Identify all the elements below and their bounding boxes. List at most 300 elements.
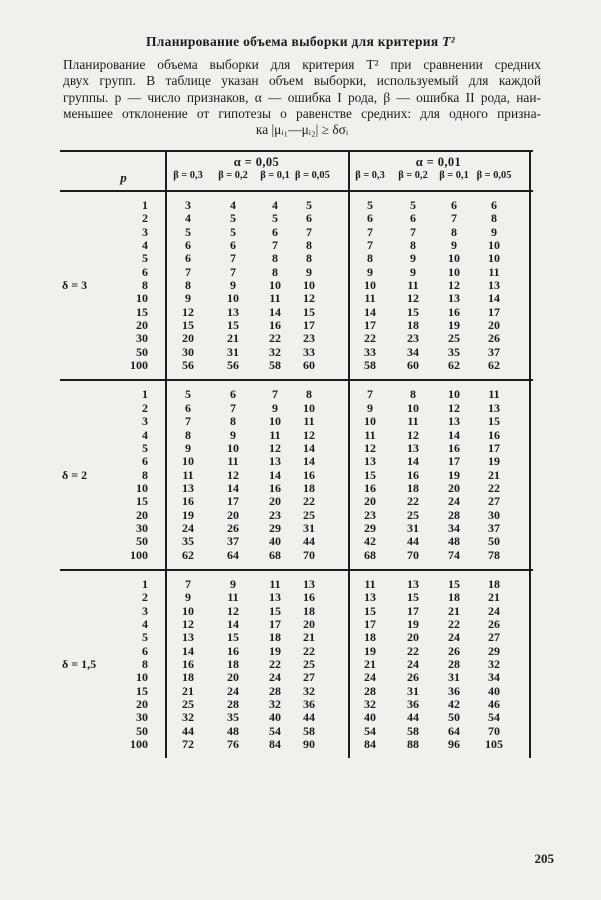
sample-size-value: 16 (407, 467, 419, 482)
sample-size-value: 11 (227, 590, 239, 605)
sample-size-value: 28 (448, 657, 460, 671)
sample-size-value: 21 (448, 603, 460, 618)
sample-size-value: 58 (303, 723, 315, 738)
sample-size-value: 25 (407, 507, 419, 522)
sample-size-value: 32 (488, 657, 500, 671)
sample-size-value: 20 (448, 480, 460, 495)
sample-size-value: 20 (227, 507, 239, 522)
page-title-text: Планирование объема выборки для критерия (145, 34, 443, 49)
table-row (60, 279, 533, 292)
table-row (60, 442, 533, 455)
delta-label (60, 359, 124, 372)
sample-size-value: 48 (227, 723, 239, 738)
table-row (60, 698, 533, 711)
sample-size-value: 58 (407, 723, 419, 738)
sample-size-value: 12 (182, 616, 194, 631)
column-header-beta: β = 0,2 (218, 170, 248, 181)
sample-size-value: 12 (182, 304, 194, 319)
sample-size-value: 10 (303, 400, 315, 415)
sample-size-value: 13 (407, 576, 419, 591)
sample-size-value: 7 (185, 414, 191, 429)
sample-size-value: 20 (407, 630, 419, 645)
delta-label (60, 266, 124, 279)
delta-label (60, 212, 124, 225)
sample-size-value: 13 (182, 480, 194, 495)
sample-size-value: 11 (364, 576, 376, 591)
column-header-beta: β = 0,3 (173, 170, 203, 181)
sample-size-value: 9 (230, 576, 236, 591)
sample-size-value: 44 (182, 723, 194, 738)
sample-size-value: 11 (269, 576, 281, 591)
sample-size-value: 7 (451, 211, 457, 226)
sample-size-value: 33 (303, 344, 315, 359)
sample-size-value: 27 (303, 670, 315, 685)
table-row (60, 645, 533, 658)
sample-size-value: 13 (488, 400, 500, 415)
sample-size-value: 36 (448, 683, 460, 698)
p-value: 3 (142, 603, 148, 618)
sample-size-value: 28 (364, 683, 376, 698)
sample-size-value: 9 (451, 238, 457, 253)
table-row (60, 266, 533, 279)
table-row (60, 455, 533, 468)
sample-size-value: 3 (185, 198, 191, 212)
sample-size-value: 24 (407, 657, 419, 671)
sample-size-value: 48 (448, 534, 460, 549)
p-value: 50 (136, 534, 148, 549)
page-title (0, 34, 601, 50)
sample-size-value: 23 (364, 507, 376, 522)
sample-size-value: 31 (227, 344, 239, 359)
delta-label (60, 495, 124, 508)
p-value: 10 (136, 291, 148, 306)
sample-size-value: 84 (269, 737, 281, 752)
sample-size-value: 11 (488, 387, 500, 402)
table-row (60, 495, 533, 508)
sample-size-value: 24 (448, 630, 460, 645)
sample-size-value: 24 (364, 670, 376, 685)
sample-size-value: 36 (407, 697, 419, 712)
sample-size-value: 7 (272, 238, 278, 253)
delta-label (60, 685, 124, 698)
sample-size-value: 40 (488, 683, 500, 698)
sample-size-table (60, 150, 533, 758)
delta-label (60, 711, 124, 724)
sample-size-value: 40 (364, 710, 376, 725)
delta-label (60, 455, 124, 468)
sample-size-value: 18 (269, 630, 281, 645)
sample-size-value: 14 (303, 454, 315, 469)
p-value: 4 (142, 427, 148, 442)
sample-size-value: 35 (448, 344, 460, 359)
sample-size-value: 11 (364, 427, 376, 442)
sample-size-value: 10 (269, 414, 281, 429)
sample-size-value: 13 (364, 454, 376, 469)
sample-size-value: 6 (491, 198, 497, 212)
sample-size-value: 22 (303, 494, 315, 509)
sample-size-value: 16 (227, 643, 239, 658)
sample-size-value: 5 (230, 224, 236, 239)
sample-size-value: 22 (269, 657, 281, 671)
p-value: 15 (136, 304, 148, 319)
sample-size-value: 36 (303, 697, 315, 712)
sample-size-value: 9 (410, 264, 416, 279)
sample-size-value: 27 (488, 630, 500, 645)
sample-size-value: 17 (364, 616, 376, 631)
delta-label (60, 332, 124, 345)
sample-size-value: 17 (448, 454, 460, 469)
sample-size-value: 60 (407, 358, 419, 373)
sample-size-value: 13 (407, 440, 419, 455)
sample-size-value: 40 (269, 534, 281, 549)
sample-size-value: 14 (182, 643, 194, 658)
column-header-beta: β = 0,05 (295, 170, 330, 181)
sample-size-value: 54 (488, 710, 500, 725)
sample-size-value: 15 (227, 318, 239, 333)
delta-label (60, 698, 124, 711)
sample-size-value: 11 (269, 427, 281, 442)
table-row (60, 346, 533, 359)
table-row (60, 578, 533, 591)
paragraph-line: двух групп. В таблице указан объем выборки, используемый для каждой (63, 73, 541, 89)
paragraph-line: группы. p — число признаков, α — ошибка I рода, β — ошибка II рода, наи- (63, 89, 541, 105)
sample-size-value: 6 (185, 251, 191, 266)
sample-size-value: 20 (227, 670, 239, 685)
sample-size-value: 11 (407, 278, 419, 293)
sample-size-value: 18 (407, 480, 419, 495)
p-value: 50 (136, 723, 148, 738)
sample-size-value: 14 (407, 454, 419, 469)
sample-size-value: 29 (488, 643, 500, 658)
delta-label (60, 535, 124, 548)
delta-label (60, 738, 124, 751)
sample-size-value: 46 (488, 697, 500, 712)
sample-size-value: 24 (448, 494, 460, 509)
sample-size-value: 10 (227, 440, 239, 455)
sample-size-value: 26 (407, 670, 419, 685)
table-row (60, 306, 533, 319)
sample-size-value: 11 (364, 291, 376, 306)
sample-size-value: 17 (364, 318, 376, 333)
sample-size-value: 9 (185, 291, 191, 306)
sample-size-value: 8 (306, 251, 312, 266)
sample-size-value: 20 (364, 494, 376, 509)
sample-size-value: 18 (364, 630, 376, 645)
sample-size-value: 21 (227, 331, 239, 346)
p-value: 100 (130, 358, 148, 373)
sample-size-value: 10 (303, 278, 315, 293)
column-header-beta: β = 0,1 (260, 170, 290, 181)
sample-size-value: 15 (227, 630, 239, 645)
sample-size-value: 18 (448, 590, 460, 605)
sample-size-value: 76 (227, 737, 239, 752)
sample-size-value: 19 (488, 454, 500, 469)
table-row (60, 319, 533, 332)
sample-size-value: 23 (303, 331, 315, 346)
delta-label (60, 319, 124, 332)
sample-size-value: 15 (182, 318, 194, 333)
p-value: 50 (136, 344, 148, 359)
sample-size-value: 6 (185, 238, 191, 253)
sample-size-value: 10 (182, 454, 194, 469)
sample-size-value: 7 (367, 238, 373, 253)
p-value: 6 (142, 454, 148, 469)
sample-size-value: 18 (182, 670, 194, 685)
sample-size-value: 35 (182, 534, 194, 549)
sample-size-value: 70 (303, 547, 315, 562)
sample-size-value: 16 (182, 657, 194, 671)
sample-size-value: 6 (272, 224, 278, 239)
sample-size-value: 10 (448, 264, 460, 279)
p-value: 15 (136, 683, 148, 698)
sample-size-value: 21 (303, 630, 315, 645)
table-vertical-rule (529, 152, 531, 758)
sample-size-value: 12 (448, 400, 460, 415)
sample-size-value: 8 (491, 211, 497, 226)
sample-size-value: 4 (272, 198, 278, 212)
sample-size-value: 6 (367, 211, 373, 226)
column-group-alpha-005: α = 0,05 (233, 155, 280, 169)
sample-size-value: 8 (451, 224, 457, 239)
sample-size-value: 62 (448, 358, 460, 373)
sample-size-value: 21 (182, 683, 194, 698)
sample-size-value: 6 (185, 400, 191, 415)
sample-size-value: 7 (185, 264, 191, 279)
sample-size-value: 32 (269, 697, 281, 712)
sample-size-value: 21 (488, 590, 500, 605)
delta-label (60, 591, 124, 604)
table-header (60, 152, 533, 192)
page-number: 205 (534, 851, 554, 866)
paragraph-line: Планирование объема выборки для критерия T² при сравнении средних (63, 57, 541, 72)
sample-size-value: 10 (407, 400, 419, 415)
sample-size-value: 28 (227, 697, 239, 712)
sample-size-value: 26 (488, 331, 500, 346)
sample-size-value: 50 (448, 710, 460, 725)
p-value: 5 (142, 251, 148, 266)
delta-label (60, 292, 124, 305)
sample-size-value: 21 (364, 657, 376, 671)
sample-size-value: 8 (306, 238, 312, 253)
sample-size-value: 25 (448, 331, 460, 346)
sample-size-value: 9 (185, 590, 191, 605)
sample-size-value: 6 (410, 211, 416, 226)
paragraph-line: меньшее отклонение от гипотезы о равенстве средних: для одного призна- (63, 105, 541, 121)
sample-size-value: 19 (407, 616, 419, 631)
sample-size-value: 15 (364, 603, 376, 618)
sample-size-value: 50 (488, 534, 500, 549)
sample-size-value: 14 (488, 291, 500, 306)
delta-label (60, 226, 124, 239)
sample-size-value: 15 (303, 304, 315, 319)
sample-size-value: 24 (269, 670, 281, 685)
description-paragraph (63, 57, 541, 138)
sample-size-value: 33 (364, 344, 376, 359)
table-row (60, 671, 533, 684)
sample-size-value: 21 (488, 467, 500, 482)
sample-size-value: 88 (407, 737, 419, 752)
sample-size-value: 15 (407, 590, 419, 605)
p-value: 100 (130, 737, 148, 752)
sample-size-value: 74 (448, 547, 460, 562)
delta-label (60, 725, 124, 738)
sample-size-value: 12 (303, 427, 315, 442)
sample-size-value: 19 (364, 643, 376, 658)
p-value: 20 (136, 697, 148, 712)
table-row (60, 535, 533, 548)
delta-label (60, 252, 124, 265)
sample-size-value: 34 (448, 520, 460, 535)
sample-size-value: 14 (227, 480, 239, 495)
sample-size-value: 84 (364, 737, 376, 752)
delta-label (60, 482, 124, 495)
table-row (60, 226, 533, 239)
sample-size-value: 10 (364, 414, 376, 429)
sample-size-value: 20 (182, 331, 194, 346)
sample-size-value: 7 (306, 224, 312, 239)
delta-block (60, 192, 533, 379)
sample-size-value: 62 (488, 358, 500, 373)
table-row (60, 332, 533, 345)
sample-size-value: 10 (182, 603, 194, 618)
sample-size-value: 25 (182, 697, 194, 712)
delta-label (60, 549, 124, 562)
sample-size-value: 15 (364, 467, 376, 482)
sample-size-value: 18 (303, 480, 315, 495)
sample-size-value: 7 (230, 251, 236, 266)
delta-label (60, 442, 124, 455)
sample-size-value: 6 (230, 387, 236, 402)
sample-size-value: 58 (364, 358, 376, 373)
sample-size-value: 28 (448, 507, 460, 522)
p-value: 5 (142, 440, 148, 455)
sample-size-value: 42 (448, 697, 460, 712)
table-row (60, 522, 533, 535)
table-vertical-rule (348, 152, 350, 758)
sample-size-value: 22 (269, 331, 281, 346)
sample-size-value: 11 (269, 291, 281, 306)
table-row (60, 252, 533, 265)
sample-size-value: 16 (448, 440, 460, 455)
table-row (60, 239, 533, 252)
sample-size-value: 14 (227, 616, 239, 631)
delta-label (60, 605, 124, 618)
sample-size-value: 11 (488, 264, 500, 279)
sample-size-value: 31 (407, 520, 419, 535)
sample-size-value: 7 (185, 576, 191, 591)
table-row (60, 388, 533, 401)
sample-size-value: 8 (272, 264, 278, 279)
column-header-beta: β = 0,2 (398, 170, 428, 181)
table-row (60, 509, 533, 522)
sample-size-value: 8 (306, 387, 312, 402)
sample-size-value: 25 (303, 507, 315, 522)
p-value: 6 (142, 264, 148, 279)
table-row (60, 359, 533, 372)
sample-size-value: 13 (488, 278, 500, 293)
sample-size-value: 35 (227, 710, 239, 725)
sample-size-value: 30 (488, 507, 500, 522)
sample-size-value: 9 (306, 264, 312, 279)
p-value: 30 (136, 331, 148, 346)
table-row (60, 415, 533, 428)
p-value: 5 (142, 630, 148, 645)
p-value: 10 (136, 480, 148, 495)
sample-size-value: 11 (303, 414, 315, 429)
sample-size-value: 20 (269, 494, 281, 509)
p-value: 100 (130, 547, 148, 562)
sample-size-value: 10 (364, 278, 376, 293)
p-value: 20 (136, 507, 148, 522)
sample-size-value: 5 (410, 198, 416, 212)
page-title-term: T² (442, 34, 456, 49)
sample-size-value: 15 (488, 414, 500, 429)
delta-label (60, 415, 124, 428)
column-header-beta: β = 0,1 (439, 170, 469, 181)
sample-size-value: 13 (364, 590, 376, 605)
sample-size-value: 90 (303, 737, 315, 752)
sample-size-value: 105 (485, 737, 503, 752)
p-value: 2 (142, 400, 148, 415)
p-value: 30 (136, 520, 148, 535)
sample-size-value: 18 (303, 603, 315, 618)
table-row (60, 738, 533, 751)
p-value: 4 (142, 616, 148, 631)
delta-label (60, 402, 124, 415)
delta-label (60, 522, 124, 535)
sample-size-value: 22 (407, 494, 419, 509)
sample-size-value: 17 (488, 440, 500, 455)
table-vertical-rule (165, 152, 167, 758)
sample-size-value: 13 (303, 576, 315, 591)
sample-size-value: 6 (306, 211, 312, 226)
delta-label (60, 346, 124, 359)
sample-size-value: 72 (182, 737, 194, 752)
p-value: 2 (142, 590, 148, 605)
sample-size-value: 28 (269, 683, 281, 698)
p-value: 20 (136, 318, 148, 333)
sample-size-value: 19 (182, 507, 194, 522)
sample-size-value: 29 (364, 520, 376, 535)
delta-label (60, 239, 124, 252)
sample-size-value: 16 (448, 304, 460, 319)
sample-size-value: 9 (491, 224, 497, 239)
sample-size-value: 19 (269, 643, 281, 658)
sample-size-value: 14 (448, 427, 460, 442)
sample-size-value: 96 (448, 737, 460, 752)
table-row (60, 605, 533, 618)
table-body (60, 192, 533, 758)
table-row (60, 429, 533, 442)
sample-size-value: 16 (303, 590, 315, 605)
sample-size-value: 17 (407, 603, 419, 618)
p-value: 1 (142, 198, 148, 212)
sample-size-value: 22 (488, 480, 500, 495)
sample-size-value: 9 (272, 400, 278, 415)
table-row (60, 482, 533, 495)
sample-size-value: 58 (269, 358, 281, 373)
delta-label (60, 578, 124, 591)
sample-size-value: 64 (227, 547, 239, 562)
p-value: 8 (142, 278, 148, 293)
sample-size-value: 4 (230, 198, 236, 212)
delta-label (60, 306, 124, 319)
table-row (60, 591, 533, 604)
sample-size-value: 40 (269, 710, 281, 725)
table-row (60, 549, 533, 562)
sample-size-value: 42 (364, 534, 376, 549)
delta-label (60, 631, 124, 644)
